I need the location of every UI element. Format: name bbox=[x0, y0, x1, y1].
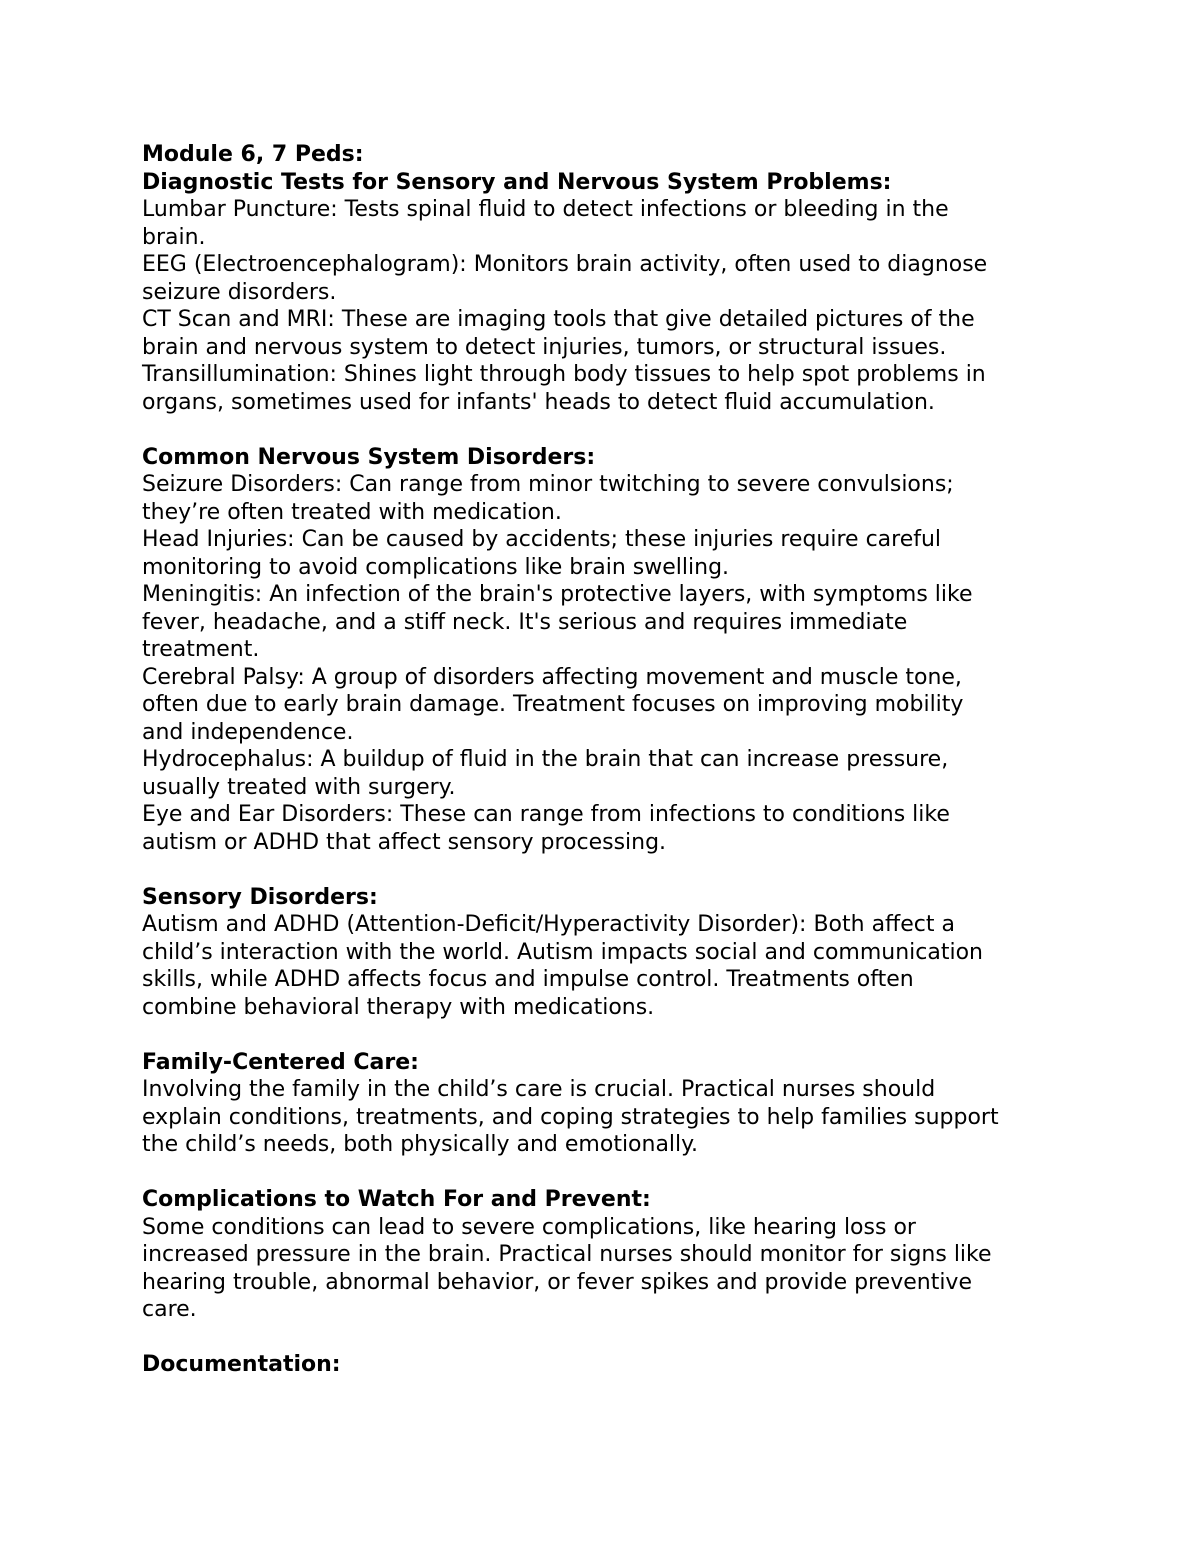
paragraph-line: care. bbox=[142, 1297, 197, 1322]
paragraph-line: usually treated with surgery. bbox=[142, 774, 456, 800]
section-heading: Documentation: bbox=[142, 1352, 341, 1377]
paragraph-line: they’re often treated with medication. bbox=[142, 499, 562, 525]
paragraph-line: Eye and Ear Disorders: These can range from infections to conditions like bbox=[142, 802, 950, 827]
paragraph-line: and independence. bbox=[142, 719, 354, 745]
section-heading: Common Nervous System Disorders: bbox=[142, 444, 596, 470]
paragraph-line: autism or ADHD that affect sensory processing. bbox=[142, 829, 667, 855]
document-page bbox=[142, 141, 1082, 1379]
paragraph-line: organs, sometimes used for infants' heads to detect fluid accumulation. bbox=[142, 389, 935, 415]
paragraph-line: CT Scan and MRI: These are imaging tools that give detailed pictures of the bbox=[142, 307, 975, 332]
paragraph-line: monitoring to avoid complications like brain swelling. bbox=[142, 554, 730, 580]
paragraph-line: Meningitis: An infection of the brain's protective layers, with symptoms like bbox=[142, 582, 973, 607]
paragraph-line: Head Injuries: Can be caused by accidents; these injuries require careful bbox=[142, 527, 942, 552]
section-documentation bbox=[142, 1351, 1082, 1379]
paragraph-line: skills, while ADHD affects focus and impulse control. Treatments often bbox=[142, 967, 914, 992]
blank-line bbox=[142, 1159, 1082, 1187]
section-nervous-system-disorders bbox=[142, 444, 1082, 857]
section-sensory-disorders bbox=[142, 884, 1082, 1022]
paragraph-line: Seizure Disorders: Can range from minor twitching to severe convulsions; bbox=[142, 472, 954, 497]
blank-line bbox=[142, 856, 1082, 884]
paragraph-line: Autism and ADHD (Attention-Deficit/Hyperactivity Disorder): Both affect a bbox=[142, 912, 955, 937]
paragraph-line: the child’s needs, both physically and emotionally. bbox=[142, 1132, 699, 1157]
blank-line bbox=[142, 1021, 1082, 1049]
section-diagnostic-tests bbox=[142, 169, 1082, 417]
blank-line bbox=[142, 1324, 1082, 1352]
paragraph-line: explain conditions, treatments, and coping strategies to help families support bbox=[142, 1104, 999, 1130]
paragraph-line: Cerebral Palsy: A group of disorders affecting movement and muscle tone, bbox=[142, 664, 962, 690]
paragraph-line: treatment. bbox=[142, 637, 260, 662]
paragraph-line: EEG (Electroencephalogram): Monitors brain activity, often used to diagnose bbox=[142, 252, 988, 277]
paragraph-line: brain and nervous system to detect injuries, tumors, or structural issues. bbox=[142, 334, 947, 360]
section-heading: Sensory Disorders: bbox=[142, 884, 378, 910]
paragraph-line: brain. bbox=[142, 224, 206, 250]
paragraph-line: Hydrocephalus: A buildup of fluid in the brain that can increase pressure, bbox=[142, 747, 949, 772]
paragraph-line: seizure disorders. bbox=[142, 279, 337, 305]
paragraph-line: fever, headache, and a stiff neck. It's serious and requires immediate bbox=[142, 609, 908, 635]
section-heading: Diagnostic Tests for Sensory and Nervous System Problems: bbox=[142, 169, 892, 195]
section-family-centered-care bbox=[142, 1049, 1082, 1159]
document-title: Module 6, 7 Peds: bbox=[142, 142, 364, 167]
paragraph-line: Transillumination: Shines light through body tissues to help spot problems in bbox=[142, 362, 986, 387]
paragraph-line: combine behavioral therapy with medications. bbox=[142, 994, 655, 1020]
paragraph-line: child’s interaction with the world. Autism impacts social and communication bbox=[142, 939, 983, 965]
blank-line bbox=[142, 416, 1082, 444]
paragraph-line: often due to early brain damage. Treatment focuses on improving mobility bbox=[142, 692, 964, 717]
paragraph-line: hearing trouble, abnormal behavior, or fever spikes and provide preventive bbox=[142, 1269, 972, 1295]
paragraph-line: Some conditions can lead to severe complications, like hearing loss or bbox=[142, 1214, 916, 1240]
paragraph-line: Involving the family in the child’s care is crucial. Practical nurses should bbox=[142, 1077, 936, 1102]
paragraph-line: increased pressure in the brain. Practical nurses should monitor for signs like bbox=[142, 1242, 992, 1267]
section-heading: Complications to Watch For and Prevent: bbox=[142, 1187, 651, 1212]
section-complications bbox=[142, 1186, 1082, 1324]
section-heading: Family-Centered Care: bbox=[142, 1049, 419, 1075]
paragraph-line: Lumbar Puncture: Tests spinal fluid to detect infections or bleeding in the bbox=[142, 197, 949, 222]
